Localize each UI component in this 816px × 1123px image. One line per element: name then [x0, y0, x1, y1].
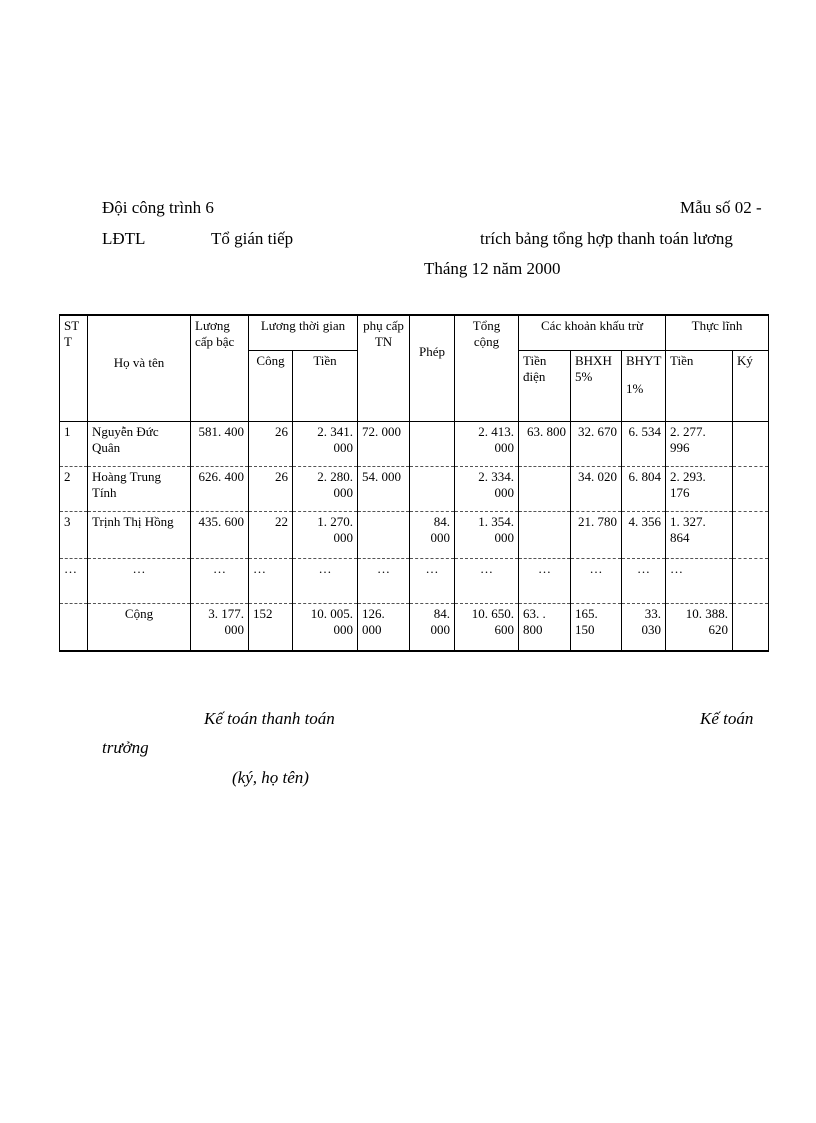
col-net-money: Tiền [666, 351, 733, 422]
unit-name: Đội công trình 6 [102, 198, 214, 217]
col-sign: Ký [733, 351, 769, 422]
header-row-1 [60, 315, 769, 351]
department: LĐTL [102, 229, 146, 248]
chief-accountant-label: Kế toán [700, 709, 754, 728]
col-total: Tổng cộng [455, 315, 519, 422]
total-row: Cộng 3. 177. 000 152 10. 005. 000 126. 000 84. 000 10. 650. 600 63. . 800 165. 150 33. 030 10. 388. 620 [60, 604, 769, 652]
period: Tháng 12 năm 2000 [424, 259, 561, 278]
col-work-days: Công [249, 351, 293, 422]
document-title: trích bảng tổng hợp thanh toán lương [480, 229, 733, 248]
col-bhxh: BHXH 5% [571, 351, 622, 422]
ellipsis-row: … … … … … … … … … … … … [60, 559, 769, 604]
col-time-salary: Lương thời gian [249, 315, 358, 351]
chief-accountant-label-cont: trưởng [102, 738, 149, 757]
col-bhyt: BHYT 1% [622, 351, 666, 422]
col-electricity: Tiền điện [519, 351, 571, 422]
col-name: Họ và tên [88, 315, 191, 422]
col-base-salary: Lương cấp bậc [191, 315, 249, 422]
accountant-label: Kế toán thanh toán [204, 709, 335, 728]
form-number: Mẫu số 02 - [680, 198, 762, 217]
col-deductions: Các khoản khấu trừ [519, 315, 666, 351]
col-money: Tiền [293, 351, 358, 422]
col-net: Thực lĩnh [666, 315, 769, 351]
table-row: 3 Trịnh Thị Hồng 435. 600 22 1. 270. 000 84. 000 1. 354. 000 21. 780 4. 356 1. 327. 864 [60, 512, 769, 559]
signature-note: (ký, họ tên) [232, 768, 309, 787]
col-leave: Phép [410, 315, 455, 422]
col-allowance: phụ cấp TN [358, 315, 410, 422]
group-name: Tổ gián tiếp [211, 229, 294, 248]
col-stt: ST T [60, 315, 88, 422]
table-row: 2 Hoàng Trung Tính 626. 400 26 2. 280. 000 54. 000 2. 334. 000 34. 020 6. 804 2. 293. 176 [60, 467, 769, 512]
table-row: 1 Nguyễn Đức Quân 581. 400 26 2. 341. 000 72. 000 2. 413. 000 63. 800 32. 670 6. 534 2. 277. 996 [60, 422, 769, 467]
payroll-table [59, 314, 769, 652]
